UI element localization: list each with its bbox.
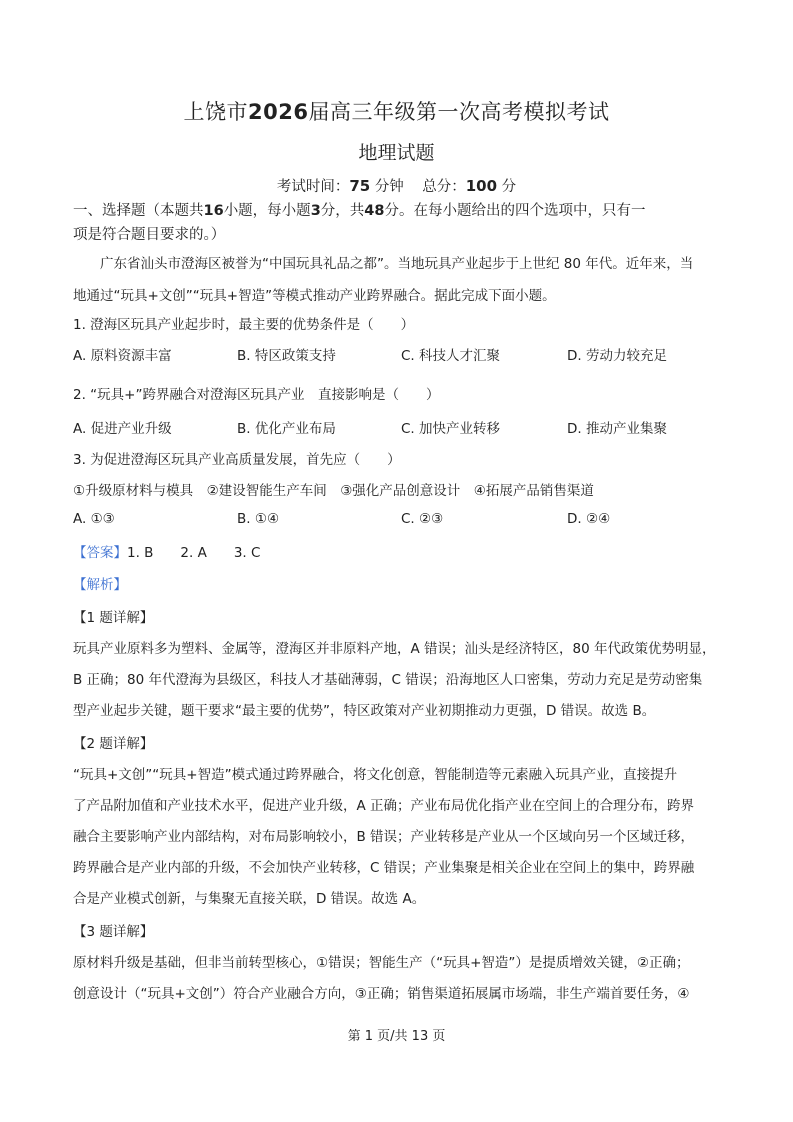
time-value: 75 (349, 177, 371, 195)
score-value: 100 (465, 177, 498, 195)
sec-d: 分。在每小题给出的四个选项中，只有一 (384, 203, 646, 219)
detail-1-line-2: B 正确；80 年代澄海为县级区，科技人才基础薄弱，C 错误；沿海地区人口密集，劳动力充足是劳动密集 (73, 672, 703, 688)
detail-3-heading: 【3 题详解】 (73, 924, 154, 940)
title-city: 上饶市 (183, 100, 249, 124)
q2-option-d: D. 推动产业集聚 (567, 421, 667, 437)
question-1-stem: 1. 澄海区玩具产业起步时，最主要的优势条件是（ ） (73, 317, 415, 333)
question-2-stem: 2. “玩具+”跨界融合对澄海区玩具产业 直接影响是（ ） (73, 387, 440, 403)
sec-b: 小题，每小题 (223, 203, 311, 219)
sec-c: 分，共 (320, 203, 365, 219)
section-line-1 (73, 199, 743, 223)
question-3-items: ①升级原材料与模具 ②建设智能生产车间 ③强化产品创意设计 ④拓展产品销售渠道 (73, 483, 594, 499)
exam-title (0, 96, 793, 126)
q2-option-c: C. 加快产业转移 (401, 421, 501, 437)
question-3-options (73, 511, 743, 535)
title-year: 2026 (248, 100, 309, 124)
q2-option-b: B. 优化产业布局 (237, 421, 336, 437)
time-label: 考试时间： (276, 179, 350, 195)
detail-2-line-5: 合是产业模式创新，与集聚无直接关联，D 错误。故选 A。 (73, 891, 426, 907)
q1-option-c: C. 科技人才汇聚 (401, 348, 501, 364)
q3-option-a: A. ①③ (73, 511, 115, 527)
detail-3-line-1: 原材料升级是基础，但非当前转型核心，①错误；智能生产（“玩具+智造”）是提质增效关键，②正确； (73, 955, 690, 971)
score-unit: 分 (501, 179, 517, 195)
detail-2-heading: 【2 题详解】 (73, 736, 154, 752)
score-label: 总分： (422, 179, 466, 195)
detail-1-line-3: 型产业起步关键，题干要求“最主要的优势”，特区政策对产业初期推动力更强，D 错误。故选 B。 (73, 703, 656, 719)
question-2-options (73, 417, 743, 441)
detail-2-line-1: “玩具+文创”“玩具+智造”模式通过跨界融合，将文化创意，智能制造等元素融入玩具产业，直接提升 (73, 767, 678, 783)
exam-info (0, 175, 793, 196)
answer-line (73, 541, 743, 565)
section-line-2: 项是符合题目要求的。） (73, 227, 226, 243)
q3-option-c: C. ②③ (401, 511, 444, 527)
exam-subtitle: 地理试题 (358, 142, 435, 164)
passage-line-1: 广东省汕头市澄海区被誉为“中国玩具礼品之都”。当地玩具产业起步于上世纪 80 年代。近年来，当 (100, 256, 694, 272)
analysis-label: 【解析】 (73, 577, 127, 593)
question-1-options (73, 344, 743, 368)
answer-label: 【答案】 (73, 545, 127, 561)
detail-1-line-1: 玩具产业原料多为塑料、金属等，澄海区并非原料产地，A 错误；汕头是经济特区，80 年代政策优势明显， (73, 641, 716, 657)
q1-option-a: A. 原料资源丰富 (73, 348, 172, 364)
page-footer: 第 1 页/共 13 页 (347, 1029, 446, 1044)
q3-option-d: D. ②④ (567, 511, 611, 527)
passage (73, 252, 743, 308)
sec-total: 48 (364, 203, 385, 219)
question-3-stem: 3. 为促进澄海区玩具产业高质量发展，首先应（ ） (73, 452, 401, 468)
sec-each: 3 (310, 203, 321, 219)
sec-a: 一、选择题（本题共 (73, 203, 204, 219)
answer-text: 1. B 2. A 3. C (127, 545, 261, 561)
detail-2-line-3: 融合主要影响产业内部结构，对布局影响较小，B 错误；产业转移是产业从一个区域向另一个区域迁移， (73, 829, 695, 845)
detail-3-line-2: 创意设计（“玩具+文创”）符合产业融合方向，③正确；销售渠道拓展属市场端，非生产端首要任务，④ (73, 986, 690, 1002)
detail-2-line-4: 跨界融合是产业内部的升级，不会加快产业转移，C 错误；产业集聚是相关企业在空间上的集中，跨界融 (73, 860, 695, 876)
detail-2-line-2: 了产品附加值和产业技术水平，促进产业升级，A 正确；产业布局优化指产业在空间上的合理分布，跨界 (73, 798, 695, 814)
q3-option-b: B. ①④ (237, 511, 280, 527)
q1-option-d: D. 劳动力较充足 (567, 348, 667, 364)
sec-count: 16 (203, 203, 224, 219)
passage-line-2: 地通过“玩具+文创”“玩具+智造”等模式推动产业跨界融合。据此完成下面小题。 (73, 288, 556, 304)
section-instructions (73, 199, 743, 247)
time-unit: 分钟 (374, 179, 404, 195)
q1-option-b: B. 特区政策支持 (237, 348, 336, 364)
q2-option-a: A. 促进产业升级 (73, 421, 172, 437)
detail-1-heading: 【1 题详解】 (73, 610, 154, 626)
title-rest: 届高三年级第一次高考模拟考试 (308, 100, 610, 124)
